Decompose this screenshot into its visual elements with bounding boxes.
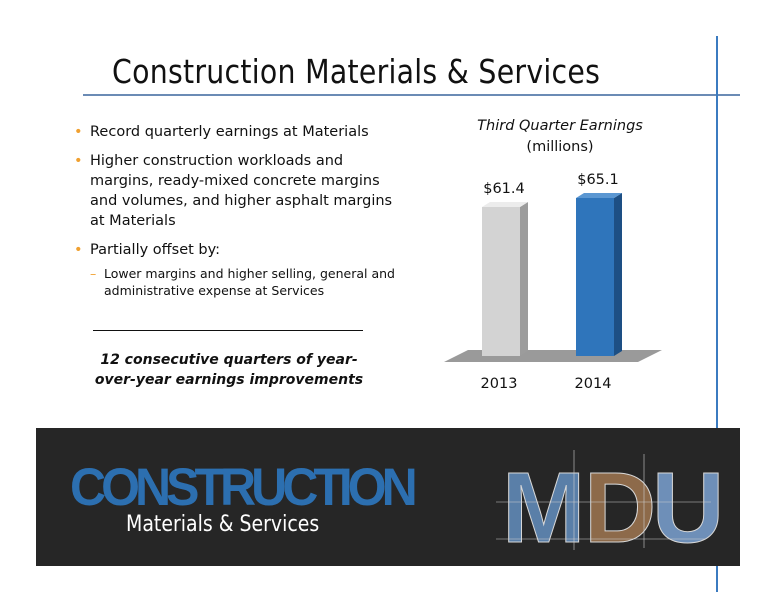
logo-letter: U [652,452,725,564]
mdu-logo [456,444,725,564]
chart-subtitle: (millions) [526,139,594,155]
footer-banner [36,428,740,566]
bullet-item: • Higher construction workloads and margins, ready-mixed concrete margins and volumes, and higher asphalt margins at Materials [74,151,404,231]
chart-floor [444,350,662,362]
bullet-list [74,122,404,299]
bar-side [520,202,528,356]
x-tick-label: 2013 [480,376,518,392]
logo-letter: D [584,452,657,564]
logo-letter: M [502,452,586,564]
bar [576,198,614,356]
callout-divider [93,330,363,331]
slide-title: Construction Materials & Services [112,52,601,91]
chart-title-main: Third Quarter Earnings [477,118,643,134]
brand-wordmark: CONSTRUCTION [70,457,413,517]
bar-value-label: $65.1 [577,172,619,188]
bar-top [576,193,622,198]
bar-value-label: $61.4 [483,180,525,197]
title-rule [83,94,740,96]
bar-side [614,193,622,356]
bar [482,207,520,356]
brand-subtitle: Materials & Services [126,512,320,537]
earnings-bar-chart [430,150,670,400]
bullet-item: • Record quarterly earnings at Materials [74,122,404,142]
bullet-item: • Partially offset by: [74,240,404,260]
sub-bullet-item: – Lower margins and higher selling, general and administrative expense at Services [74,265,404,299]
bar-top [482,202,528,207]
callout-text: 12 consecutive quarters of year-over-year earnings improvements [94,352,364,388]
x-tick-label: 2014 [574,376,612,392]
